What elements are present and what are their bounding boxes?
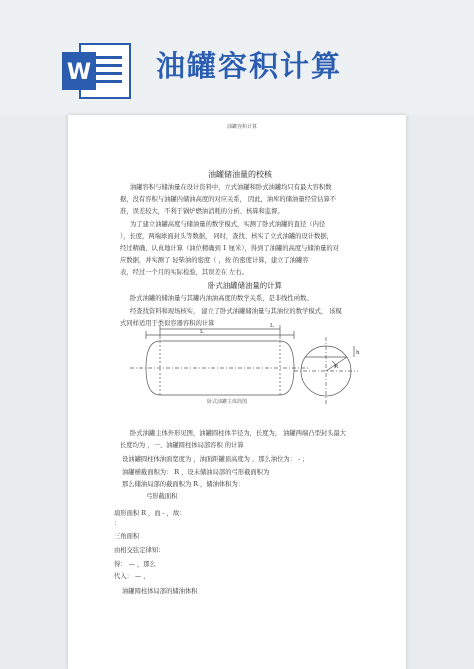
para4-line: 长度均为 ，一、油罐圆柱体局部容积 的计算: [120, 442, 244, 449]
para3-line: 卧式油罐的储油量与其罐内油油高度的数学关系，是非线性函数。: [130, 295, 313, 302]
formula-line: 三角面积: [114, 533, 140, 540]
formula-line: 弓形截面积: [146, 493, 178, 500]
tank-diagram: [68, 115, 406, 415]
para4-line: 卧式油罐主体外形见图，油罐圆柱体半径为，长度为， 油罐两端凸型封头最大: [130, 430, 347, 437]
figure-label-h: h: [356, 350, 360, 356]
para2-line: 应数据，并实测了 轻柴油的密度（ ，按 的密度计算，建立了油罐容: [120, 257, 309, 264]
figure-caption: 卧式油罐主体简图: [207, 399, 248, 405]
para1-line: 油罐容积与储油量在设计资料中，立式油罐和卧式油罐均只有最大容积数: [130, 184, 332, 191]
formula-line: 油罐横截面积为： R ，设未储油局部的弓形截面积为: [122, 469, 270, 476]
formula-line: ：: [114, 520, 121, 527]
formula-line: 代入： — ，: [114, 573, 150, 580]
section-title-1: 油罐储油量的校核: [208, 170, 272, 179]
section-title-2: 卧式油罐储油量的计算: [208, 281, 282, 290]
para2-line: 为了建立油罐高度与储油量的数学模式，实测了卧式油罐的直径（内径: [130, 221, 326, 228]
para2-line: 表，经过一个月的实际检验，其误差在 左右。: [120, 269, 248, 276]
para3-line: 经查找资料和现场核实， 建立了卧式油罐储油量与其油位的数学模式， 该模: [130, 308, 342, 315]
formula-line: 由相交弦定律知：: [114, 547, 165, 554]
document-title: 油罐容积计算: [156, 49, 343, 83]
svg-text:W: W: [66, 60, 92, 85]
para1-line: 据，没有容积与油罐内储油高度的对应关系， 因此，油库的储油量经常估算不: [120, 196, 337, 203]
para1-line: 准，误差较大，不利于锅炉燃油消耗的分析、核算和监督。: [120, 208, 284, 215]
figure-label-r: R: [334, 364, 339, 370]
para3-line: 式同样适用于类似容器容积的计算: [120, 320, 215, 327]
formula-line: 扇形面积 R ，而 - ，故：: [114, 510, 186, 517]
running-header: 油罐容积计算: [227, 124, 258, 130]
para2-line: 经过精确、认真地计算（油位精确到 1 厘米），得到了油罐的高度与储油量的对: [120, 245, 339, 252]
word-document-icon: [62, 42, 132, 100]
figure-label-l: L: [270, 323, 274, 329]
last-line: 油罐圆柱体局部的储油体积: [122, 588, 198, 595]
para2-line: ），长度，两端球面封头等数据， 同时，查找、核实了立式油罐的设计数据，: [120, 233, 333, 240]
document-page: [68, 115, 406, 669]
formula-line: 得： — ，那么: [114, 561, 156, 568]
figure-label-l1: L: [200, 329, 204, 335]
formula-line: 设油罐圆柱体油面宽度为 ，油面距罐顶高度为 ，那么油位为： - ；: [122, 456, 309, 463]
formula-line: 那么储油局部的截面积为 R ，储油体积为：: [122, 481, 245, 488]
